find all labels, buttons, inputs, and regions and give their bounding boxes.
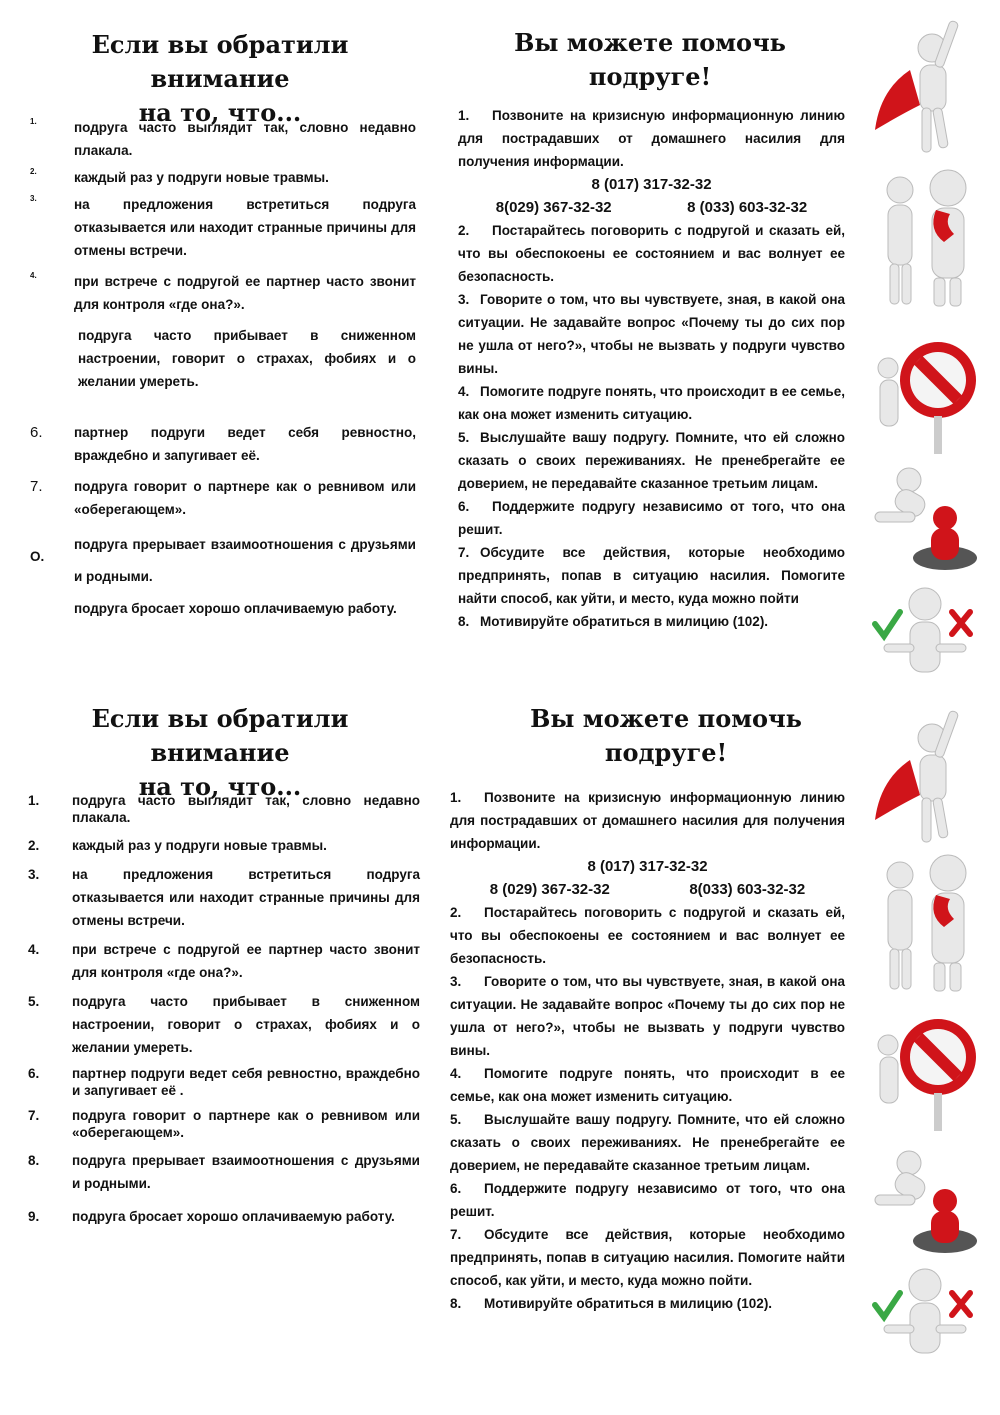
bottom-left-title: Если вы обратили внимание на то, что... [91,704,349,801]
list-item: 1. Позвоните на кризисную информационную линию для пострадавших от домашнего насилия для получения информации. [458,108,845,169]
top-right-title: Вы можете помочь подруге! [514,28,786,91]
superhero-figure [870,10,980,160]
bottom-right-title: Вы можете помочь подруге! [530,704,802,767]
phone-figure [870,845,980,995]
list-item: 4. при встрече с подругой ее партнер часто звонит для контроля «где она?». [28,942,420,980]
phone-number: 8 (033) 603-32-32 [687,199,808,216]
list-item: О. подруга прерывает взаимоотношения с друзьями и родными. [30,537,416,584]
phone-numbers-row [458,196,845,219]
bottom-left-list [28,792,420,1228]
phone-numbers-row [450,878,845,901]
phone-number: 8 (029) 367-32-32 [489,881,610,898]
list-item: 7. Обсудите все действия, которые необходимо предпринять, попав в ситуацию насилия. Помогите найти способ, как уйти, и место, куда можно пойти [458,545,845,606]
list-item: 5. Выслушайте вашу подругу. Помните, что ей сложно сказать о своих переживаниях. Не пренебрегайте ее доверием, не передавайте сказанное третьим лицам. [450,1112,845,1173]
list-item: 6. Поддержите подругу независимо от того, что она решит. [450,1181,845,1219]
list-item: 6. партнер подруги ведет себя ревностно, враждебно и запугивает её . [28,1066,420,1098]
helping-figure [865,462,980,582]
list-item: 1. Позвоните на кризисную информационную линию для пострадавших от домашнего насилия для получения информации. [450,790,845,851]
check-cross-figure [870,584,980,679]
list-item: 2. каждый раз у подруги новые травмы. [30,167,329,185]
phone-number: 8 (017) 317-32-32 [587,858,708,875]
list-item: 9. подруга бросает хорошо оплачиваемую работу. [28,1209,395,1224]
top-left-list [30,116,416,620]
list-item: 2. каждый раз у подруги новые травмы. [28,838,327,853]
list-item: 3. Говорите о том, что вы чувствуете, зная, в какой она ситуации. Не задавайте вопрос «Почему ты до сих пор не ушла от него?», чтобы не вызвать у подруги чувство вины. [450,974,845,1058]
list-item: 4. Помогите подруге понять, что происходит в ее семье, как она может изменить ситуацию. [458,384,845,422]
superhero-figure [870,700,980,850]
list-item: 4. при встрече с подругой ее партнер часто звонит для контроля «где она?». [30,271,416,312]
list-item: 5. подруга часто прибывает в сниженном настроении, говорит о страхах, фобиях и о желании умереть. [28,994,420,1055]
list-item: 4. Помогите подруге понять, что происходит в ее семье, как она может изменить ситуацию. [450,1066,845,1104]
list-item: 3. Говорите о том, что вы чувствуете, зная, в какой она ситуации. Не задавайте вопрос «Почему ты до сих пор не ушла от него?», чтобы не вызвать у подруги чувство вины. [458,292,845,376]
phone-number: 8 (017) 317-32-32 [591,176,712,193]
list-item: 1. подруга часто выглядит так, словно недавно плакала. [30,117,416,158]
phone-number: 8(029) 367-32-32 [495,199,612,216]
top-right-list [458,104,845,633]
stop-sign-figure [870,995,980,1135]
list-item: 8. подруга прерывает взаимоотношения с друзьями и родными. [28,1153,420,1191]
list-item: 7. подруга говорит о партнере как о ревнивом или «оберегающем». [28,1108,420,1140]
list-item: 6. Поддержите подругу независимо от того, что она решит. [458,499,845,537]
helping-figure [865,1145,980,1265]
phone-number: 8(033) 603-32-32 [689,881,806,898]
list-item: 7. Обсудите все действия, которые необходимо предпринять, попав в ситуацию насилия. Помогите найти способ, как уйти, и место, куда можно пойти. [450,1227,845,1288]
list-item: 2. Постарайтесь поговорить с подругой и сказать ей, что вы обеспокоены ее состоянием и вас волнует ее безопасность. [450,905,845,966]
list-item: 1. подруга часто выглядит так, словно недавно плакала. [28,793,420,825]
list-item: 2. Постарайтесь поговорить с подругой и сказать ей, что вы обеспокоены ее состоянием и вас волнует ее безопасность. [458,223,845,284]
check-cross-figure [870,1265,980,1360]
list-item: 8. Мотивируйте обратиться в милицию (102). [450,1296,773,1311]
list-item: подруга бросает хорошо оплачиваемую работу. [74,601,397,616]
list-item: 5. Выслушайте вашу подругу. Помните, что ей сложно сказать о своих переживаниях. Не пренебрегайте ее доверием, не передавайте сказанное третьим лицам. [458,430,845,491]
list-item: подруга часто прибывает в сниженном настроении, говорит о страхах, фобиях и о желании умереть. [78,328,416,389]
list-item: 3. на предложения встретиться подруга отказывается или находит странные причины для отмены встречи. [28,867,420,928]
phone-figure [870,160,980,310]
top-left-title: Если вы обратили внимание на то, что... [91,30,349,127]
list-item: 3. на предложения встретиться подруга отказывается или находит странные причины для отмены встречи. [30,194,416,258]
bottom-right-list [450,786,845,1315]
list-item: 8. Мотивируйте обратиться в милицию (102). [458,614,769,629]
list-item: 6. партнер подруги ведет себя ревностно, враждебно и запугивает её. [30,424,416,463]
list-item: 7. подруга говорит о партнере как о ревнивом или «оберегающем». [30,478,416,517]
stop-sign-figure [870,318,980,458]
